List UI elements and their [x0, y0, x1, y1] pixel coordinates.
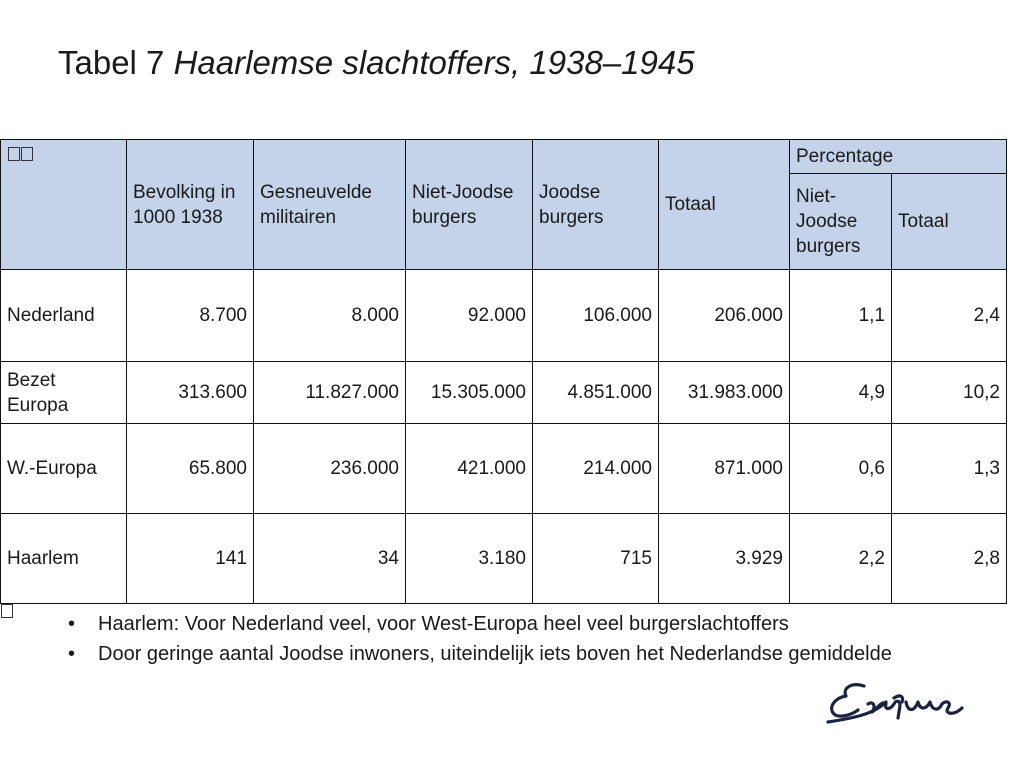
cell-totaal: 206.000	[659, 270, 790, 362]
bullet-item: • Door geringe aantal Joodse inwoners, uiteindelijk iets boven het Nederlandse gemiddelde	[66, 639, 946, 669]
header-pct-niet-joodse: Niet-Joodse burgers	[790, 174, 892, 270]
header-joodse: Joodse burgers	[533, 140, 659, 270]
header-corner	[1, 140, 127, 270]
table-row	[1, 424, 1007, 514]
header-gesneuvelde: Gesneuvelde militairen	[254, 140, 406, 270]
cell-joodse: 106.000	[533, 270, 659, 362]
header-percentage: Percentage	[790, 140, 1007, 174]
row-label: W.-Europa	[1, 424, 127, 514]
victims-table	[0, 139, 1007, 604]
table-row	[1, 270, 1007, 362]
cell-pct-niet-joodse: 0,6	[790, 424, 892, 514]
cell-niet-joodse: 3.180	[406, 514, 533, 604]
cell-bevolking: 313.600	[127, 362, 254, 424]
cell-totaal: 3.929	[659, 514, 790, 604]
title-italic: Haarlemse slachtoffers, 1938–1945	[173, 44, 695, 81]
cell-pct-niet-joodse: 1,1	[790, 270, 892, 362]
header-bevolking: Bevolking in 1000 1938	[127, 140, 254, 270]
cell-bevolking: 141	[127, 514, 254, 604]
cell-pct-totaal: 1,3	[892, 424, 1007, 514]
cell-pct-totaal: 2,4	[892, 270, 1007, 362]
cell-pct-niet-joodse: 4,9	[790, 362, 892, 424]
cell-pct-totaal: 10,2	[892, 362, 1007, 424]
cell-joodse: 715	[533, 514, 659, 604]
cell-gesneuvelde: 34	[254, 514, 406, 604]
cell-joodse: 214.000	[533, 424, 659, 514]
cell-pct-totaal: 2,8	[892, 514, 1007, 604]
header-totaal: Totaal	[659, 140, 790, 270]
cell-gesneuvelde: 8.000	[254, 270, 406, 362]
cell-bevolking: 65.800	[127, 424, 254, 514]
bullet-list	[66, 609, 946, 669]
header-niet-joodse: Niet-Joodse burgers	[406, 140, 533, 270]
cell-pct-niet-joodse: 2,2	[790, 514, 892, 604]
table-row	[1, 362, 1007, 424]
slide-title	[58, 44, 695, 82]
placeholder-glyph	[1, 604, 13, 618]
row-label: Haarlem	[1, 514, 127, 604]
cell-totaal: 31.983.000	[659, 362, 790, 424]
header-pct-totaal: Totaal	[892, 174, 1007, 270]
row-label: Nederland	[1, 270, 127, 362]
cell-gesneuvelde: 236.000	[254, 424, 406, 514]
cell-niet-joodse: 92.000	[406, 270, 533, 362]
cell-bevolking: 8.700	[127, 270, 254, 362]
bullet-item: • Haarlem: Voor Nederland veel, voor West-Europa heel veel burgerslachtoffers	[66, 609, 946, 639]
cell-totaal: 871.000	[659, 424, 790, 514]
cell-niet-joodse: 15.305.000	[406, 362, 533, 424]
title-prefix: Tabel 7	[58, 44, 165, 81]
cell-gesneuvelde: 11.827.000	[254, 362, 406, 424]
table-row	[1, 514, 1007, 604]
row-label: Bezet Europa	[1, 362, 127, 424]
cell-niet-joodse: 421.000	[406, 424, 533, 514]
erasmus-logo	[824, 678, 974, 728]
cell-joodse: 4.851.000	[533, 362, 659, 424]
